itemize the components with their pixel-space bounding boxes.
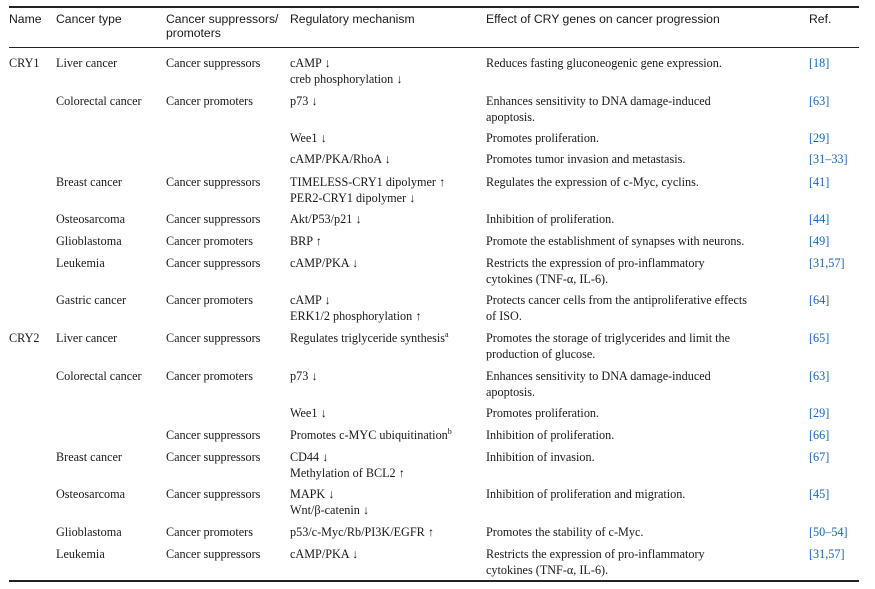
reference-link[interactable]: [64] [809, 293, 830, 307]
header-role-line2: promoters [166, 26, 221, 40]
cell-effect [486, 56, 722, 72]
cell-mechanism [290, 487, 369, 518]
mechanism-line: p53/c-Myc/Rb/PI3K/EGFR ↑ [290, 525, 434, 539]
cell-cancer-type: Osteosarcoma [56, 212, 126, 226]
cell-effect [486, 256, 705, 287]
cell-role: Cancer suppressors [166, 450, 261, 464]
cell-effect [486, 131, 599, 147]
mechanism-line: PER2-CRY1 dipolymer ↓ [290, 190, 416, 205]
header-ref: Ref. [809, 12, 832, 26]
cell-mechanism [290, 331, 449, 347]
cell-role: Cancer suppressors [166, 331, 261, 345]
cell-mechanism [290, 406, 327, 422]
cell-effect [486, 547, 705, 578]
mechanism-line: ERK1/2 phosphorylation ↑ [290, 308, 422, 323]
effect-line: Promotes proliferation. [486, 131, 600, 145]
cell-name: CRY1 [9, 56, 40, 70]
cell-cancer-type: Leukemia [56, 547, 105, 561]
cell-mechanism [290, 212, 361, 228]
mechanism-line: BRP ↑ [290, 234, 322, 248]
mechanism-line: creb phosphorylation ↓ [290, 71, 403, 86]
cell-cancer-type: Breast cancer [56, 450, 122, 464]
mechanism-line: p73 ↓ [290, 369, 318, 383]
header-role [166, 12, 278, 40]
cell-mechanism [290, 525, 434, 541]
cell-cancer-type: Breast cancer [56, 175, 122, 189]
cell-mechanism [290, 152, 391, 168]
cell-role: Cancer suppressors [166, 175, 261, 189]
reference-link[interactable]: [65] [809, 331, 830, 345]
mechanism-line: MAPK ↓ [290, 487, 335, 501]
effect-line: Promote the establishment of synapses with neurons. [486, 234, 745, 248]
effect-line: cytokines (TNF-α, IL-6). [486, 271, 609, 286]
cell-role: Cancer promoters [166, 234, 253, 248]
mechanism-line: TIMELESS-CRY1 dipolymer ↑ [290, 175, 446, 189]
cell-role: Cancer promoters [166, 369, 253, 383]
cell-role: Cancer promoters [166, 525, 253, 539]
cell-role: Cancer suppressors [166, 212, 261, 226]
mechanism-line: cAMP ↓ [290, 56, 331, 70]
effect-line: Inhibition of proliferation. [486, 212, 615, 226]
reference-link[interactable]: [63] [809, 94, 830, 108]
mechanism-line: Wee1 ↓ [290, 406, 327, 420]
reference-link[interactable]: [41] [809, 175, 830, 189]
cell-effect [486, 152, 685, 168]
effect-line: Enhances sensitivity to DNA damage-induced [486, 369, 711, 383]
effect-line: Promotes tumor invasion and metastasis. [486, 152, 686, 166]
cell-effect [486, 212, 614, 228]
cell-cancer-type: Colorectal cancer [56, 369, 142, 383]
cell-cancer-type: Leukemia [56, 256, 105, 270]
cell-cancer-type: Liver cancer [56, 56, 118, 70]
effect-line: Restricts the expression of pro-inflammatory [486, 547, 705, 561]
cell-cancer-type: Colorectal cancer [56, 94, 142, 108]
mechanism-line-with-note [290, 331, 449, 347]
header-cancer-type: Cancer type [56, 12, 122, 26]
cell-effect [486, 94, 711, 125]
mechanism-line: p73 ↓ [290, 94, 318, 108]
reference-link[interactable]: [44] [809, 212, 830, 226]
mechanism-line: Wee1 ↓ [290, 131, 327, 145]
mechanism-line: CD44 ↓ [290, 450, 329, 464]
mechanism-line: cAMP ↓ [290, 293, 331, 307]
mechanism-line-with-note [290, 428, 452, 444]
cell-mechanism [290, 94, 317, 110]
effect-line: Regulates the expression of c-Myc, cyclins. [486, 175, 699, 189]
reference-link[interactable]: [18] [809, 56, 830, 70]
cell-mechanism [290, 293, 421, 324]
cell-mechanism [290, 56, 402, 87]
effect-line: apoptosis. [486, 109, 536, 124]
mechanism-line: cAMP/PKA/RhoA ↓ [290, 152, 391, 166]
footnote-marker: a [445, 329, 449, 339]
cell-effect [486, 369, 711, 400]
effect-line: Inhibition of invasion. [486, 450, 595, 464]
reference-link[interactable]: [29] [809, 406, 830, 420]
reference-link[interactable]: [66] [809, 428, 830, 442]
cell-effect [486, 234, 744, 250]
mechanism-line: Regulates triglyceride synthesis [290, 331, 446, 345]
cell-effect [486, 175, 699, 191]
mechanism-line: Methylation of BCL2 ↑ [290, 465, 405, 480]
cell-role: Cancer suppressors [166, 428, 261, 442]
mechanism-line: Akt/P53/p21 ↓ [290, 212, 362, 226]
cell-mechanism [290, 547, 358, 563]
cell-effect [486, 450, 595, 466]
reference-link[interactable]: [45] [809, 487, 830, 501]
cell-effect [486, 406, 599, 422]
cell-effect [486, 525, 643, 541]
table-header-rule [9, 47, 859, 48]
header-name: Name [9, 12, 42, 26]
effect-line: cytokines (TNF-α, IL-6). [486, 562, 609, 577]
reference-link[interactable]: [31,57] [809, 256, 845, 270]
cell-mechanism [290, 175, 445, 206]
cell-mechanism [290, 131, 327, 147]
effect-line: Restricts the expression of pro-inflammatory [486, 256, 705, 270]
mechanism-line: cAMP/PKA ↓ [290, 256, 359, 270]
effect-line: Promotes proliferation. [486, 406, 600, 420]
cell-cancer-type: Glioblastoma [56, 525, 122, 539]
mechanism-line: Promotes c-MYC ubiquitination [290, 428, 448, 442]
effect-line: Inhibition of proliferation and migration. [486, 487, 686, 501]
cell-role: Cancer suppressors [166, 487, 261, 501]
cell-role: Cancer suppressors [166, 256, 261, 270]
effect-line: Promotes the storage of triglycerides and limit the [486, 331, 731, 345]
reference-link[interactable]: [49] [809, 234, 830, 248]
cell-name: CRY2 [9, 331, 40, 345]
header-mechanism: Regulatory mechanism [290, 12, 415, 26]
effect-line: Enhances sensitivity to DNA damage-induced [486, 94, 711, 108]
cell-mechanism [290, 369, 317, 385]
header-role-line1: Cancer suppressors/ [166, 12, 279, 26]
cell-cancer-type: Gastric cancer [56, 293, 127, 307]
mechanism-line: Wnt/β-catenin ↓ [290, 502, 369, 517]
cell-mechanism [290, 428, 452, 444]
effect-line: Protects cancer cells from the antiproliferative effects [486, 293, 748, 307]
cell-role: Cancer promoters [166, 94, 253, 108]
cell-mechanism [290, 234, 322, 250]
cell-mechanism [290, 256, 358, 272]
effect-line: Promotes the stability of c-Myc. [486, 525, 644, 539]
effect-line: apoptosis. [486, 384, 536, 399]
table-bottom-rule [9, 580, 859, 582]
effect-line: Reduces fasting gluconeogenic gene expression. [486, 56, 722, 70]
reference-link[interactable]: [29] [809, 131, 830, 145]
cell-mechanism [290, 450, 405, 481]
cell-effect [486, 487, 685, 503]
cell-role: Cancer suppressors [166, 56, 261, 70]
header-effect: Effect of CRY genes on cancer progression [486, 12, 720, 26]
reference-link[interactable]: [50–54] [809, 525, 848, 539]
reference-link[interactable]: [63] [809, 369, 830, 383]
reference-link[interactable]: [67] [809, 450, 830, 464]
cell-role: Cancer promoters [166, 293, 253, 307]
cell-cancer-type: Osteosarcoma [56, 487, 126, 501]
effect-line: Inhibition of proliferation. [486, 428, 615, 442]
footnote-marker: b [447, 426, 452, 436]
effect-line: production of glucose. [486, 346, 596, 361]
effect-line: of ISO. [486, 308, 522, 323]
cell-role: Cancer suppressors [166, 547, 261, 561]
cell-effect [486, 428, 614, 444]
reference-link[interactable]: [31–33] [809, 152, 848, 166]
table-top-rule [9, 6, 859, 8]
cell-effect [486, 331, 730, 362]
cell-cancer-type: Liver cancer [56, 331, 118, 345]
reference-link[interactable]: [31,57] [809, 547, 845, 561]
cell-cancer-type: Glioblastoma [56, 234, 122, 248]
mechanism-line: cAMP/PKA ↓ [290, 547, 359, 561]
cell-effect [486, 293, 747, 324]
